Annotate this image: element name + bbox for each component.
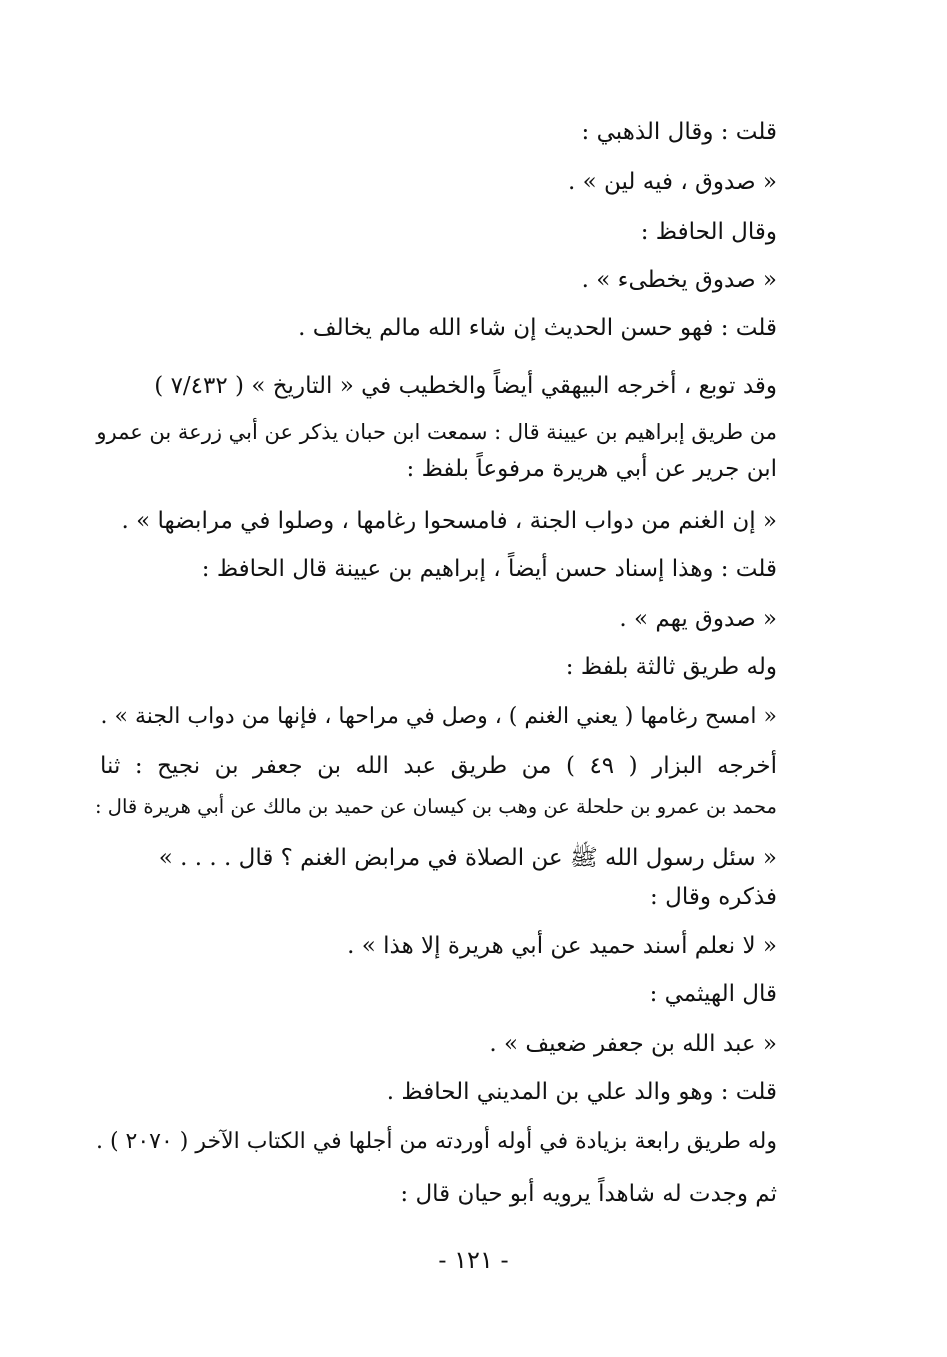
quote-line: « سئل رسول الله ﷺ عن الصلاة في مرابض الغنم ؟ قال . . . . » xyxy=(158,845,777,871)
text-line: وله طريق ثالثة بلفظ : xyxy=(565,654,777,680)
quote-line: « صدوق يهم » . xyxy=(619,606,777,632)
quote-line: « إن الغنم من دواب الجنة ، فامسحوا رغامها ، وصلوا في مرابضها » . xyxy=(121,508,777,534)
text-line: وقال الحافظ : xyxy=(640,219,777,245)
quote-line: « عبد الله بن جعفر ضعيف » . xyxy=(489,1031,777,1057)
text-line: ثم وجدت له شاهداً يرويه أبو حيان قال : xyxy=(400,1181,777,1207)
text-line: قلت : وهو والد علي بن المديني الحافظ . xyxy=(386,1079,777,1105)
quote-line: « صدوق ، فيه لين » . xyxy=(567,169,777,195)
page-number: - ١٢١ - xyxy=(438,1246,509,1274)
paragraph-line: وقد توبع ، أخرجه البيهقي أيضاً والخطيب في « التاريخ » ( ٧/٤٣٢ ) xyxy=(154,373,777,399)
paragraph-line: من طريق إبراهيم بن عيينة قال : سمعت ابن حبان يذكر عن أبي زرعة بن عمرو xyxy=(96,420,777,444)
text-line: قلت : وقال الذهبي : xyxy=(581,119,777,145)
quote-line: « لا نعلم أسند حميد عن أبي هريرة إلا هذا » . xyxy=(347,933,777,959)
text-line: قال الهيثمي : xyxy=(649,981,777,1007)
paragraph-line: وله طريق رابعة بزيادة في أوله أوردته من أجلها في الكتاب الآخر ( ٢٠٧٠ ) . xyxy=(95,1129,777,1154)
quote-line: « صدوق يخطىء » . xyxy=(581,267,777,293)
quote-line: « امسح رغامها ( يعني الغنم ) ، وصل في مراحها ، فإنها من دواب الجنة » . xyxy=(100,704,777,729)
text-line: قلت : فهو حسن الحديث إن شاء الله مالم يخالف . xyxy=(298,315,777,341)
paragraph-line: ابن جرير عن أبي هريرة مرفوعاً بلفظ : xyxy=(406,456,777,482)
paragraph-line: محمد بن عمرو بن حلحلة عن وهب بن كيسان عن حميد بن مالك عن أبي هريرة قال : xyxy=(95,795,777,818)
text-line: قلت : وهذا إسناد حسن أيضاً ، إبراهيم بن عيينة قال الحافظ : xyxy=(201,556,777,582)
text-line: فذكره وقال : xyxy=(650,884,777,910)
paragraph-line: أخرجه البزار ( ٤٩ ) من طريق عبد الله بن جعفر بن نجيح : ثنا xyxy=(100,753,777,779)
